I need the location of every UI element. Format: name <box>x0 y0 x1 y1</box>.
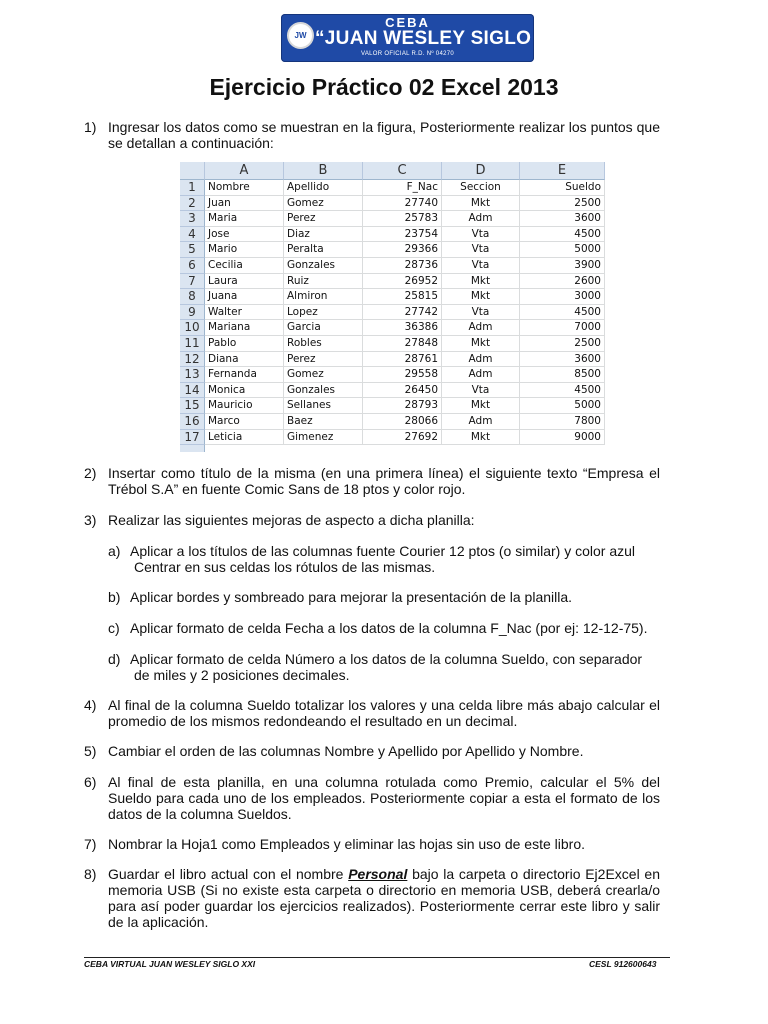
row-header: 7 <box>180 274 205 290</box>
table-cell: 9000 <box>520 430 605 446</box>
column-header: D <box>442 162 520 180</box>
row-header: 13 <box>180 367 205 383</box>
spreadsheet-image <box>180 162 608 452</box>
table-cell: Mario <box>205 242 284 258</box>
table-cell: Adm <box>442 352 520 368</box>
table-cell: 8500 <box>520 367 605 383</box>
list-item: 5) Cambiar el orden de las columnas Nombre y Apellido por Apellido y Nombre. <box>84 743 584 759</box>
table-cell: 2500 <box>520 336 605 352</box>
table-cell: 28736 <box>363 258 442 274</box>
table-cell: Mariana <box>205 320 284 336</box>
table-cell: 27740 <box>363 196 442 212</box>
footer-right: CESL 912600643 <box>589 959 657 969</box>
institution-logo <box>281 14 579 62</box>
table-cell: Vta <box>442 383 520 399</box>
list-item: 2) Insertar como título de la misma (en una primera línea) el siguiente texto “Empresa el Trébol S.A” en fuente Comic Sans de 18 ptos y color rojo. <box>84 465 660 497</box>
table-cell: Gonzales <box>284 258 363 274</box>
table-cell: 4500 <box>520 227 605 243</box>
table-cell: Monica <box>205 383 284 399</box>
table-cell: Robles <box>284 336 363 352</box>
table-cell: Adm <box>442 320 520 336</box>
row-header: 12 <box>180 352 205 368</box>
table-cell: Marco <box>205 414 284 430</box>
table-cell: Garcia <box>284 320 363 336</box>
table-cell: Jose <box>205 227 284 243</box>
table-cell: Vta <box>442 227 520 243</box>
table-cell: Vta <box>442 305 520 321</box>
table-cell: Diana <box>205 352 284 368</box>
table-cell: 5000 <box>520 398 605 414</box>
table-cell: Gonzales <box>284 383 363 399</box>
table-cell: 26952 <box>363 274 442 290</box>
row-header: 6 <box>180 258 205 274</box>
logo-ceba: CEBA <box>385 15 430 30</box>
table-header-cell: Seccion <box>442 180 520 196</box>
table-cell: Pablo <box>205 336 284 352</box>
row-header: 5 <box>180 242 205 258</box>
table-cell: 7000 <box>520 320 605 336</box>
list-item: 6) Al final de esta planilla, en una columna rotulada como Premio, calcular el 5% del Sueldo para cada uno de los empleados. Posteriormente copiar a esta el formato de los datos de la columna Sueldos. <box>84 774 660 822</box>
row-header-cut <box>180 445 205 452</box>
table-cell: 4500 <box>520 305 605 321</box>
table-cell: 26450 <box>363 383 442 399</box>
table-cell: Mkt <box>442 336 520 352</box>
footer-divider <box>84 957 670 958</box>
table-cell: Gomez <box>284 196 363 212</box>
table-cell: 27742 <box>363 305 442 321</box>
table-cell: Perez <box>284 211 363 227</box>
page-title: Ejercicio Práctico 02 Excel 2013 <box>209 74 559 100</box>
table-cell: 5000 <box>520 242 605 258</box>
table-cell: 29558 <box>363 367 442 383</box>
sub-item: d) Aplicar formato de celda Número a los datos de la columna Sueldo, con separador de miles y 2 posiciones decimales. <box>108 651 643 683</box>
table-cell: Baez <box>284 414 363 430</box>
table-cell: Mkt <box>442 274 520 290</box>
table-cell: Adm <box>442 414 520 430</box>
list-item: 4) Al final de la columna Sueldo totalizar los valores y una celda libre más abajo calcular el promedio de los mismos redondeando el resultado en un decimal. <box>84 697 660 729</box>
column-header: A <box>205 162 284 180</box>
list-item: 3) Realizar las siguientes mejoras de aspecto a dicha planilla: <box>84 512 475 528</box>
table-cell: Mkt <box>442 289 520 305</box>
row-header: 10 <box>180 320 205 336</box>
logo-name: “JUAN WESLEY SIGLO XXI” <box>315 28 579 49</box>
row-header: 14 <box>180 383 205 399</box>
table-cell: Cecilia <box>205 258 284 274</box>
row-header: 17 <box>180 430 205 446</box>
table-cell: 3900 <box>520 258 605 274</box>
sheet-corner <box>180 162 205 180</box>
table-cell: 25783 <box>363 211 442 227</box>
table-cell: Walter <box>205 305 284 321</box>
table-cell: Juan <box>205 196 284 212</box>
row-header: 2 <box>180 196 205 212</box>
table-header-cell: Sueldo <box>520 180 605 196</box>
row-header: 9 <box>180 305 205 321</box>
table-cell: Perez <box>284 352 363 368</box>
table-cell: 29366 <box>363 242 442 258</box>
row-header: 11 <box>180 336 205 352</box>
table-cell: Mauricio <box>205 398 284 414</box>
table-cell: 2500 <box>520 196 605 212</box>
table-header-cell: Nombre <box>205 180 284 196</box>
column-header: E <box>520 162 605 180</box>
table-cell: Maria <box>205 211 284 227</box>
table-cell: Mkt <box>442 430 520 446</box>
table-cell: 28761 <box>363 352 442 368</box>
table-cell: 36386 <box>363 320 442 336</box>
list-item: 1) Ingresar los datos como se muestran en la figura, Posteriormente realizar los puntos que se detallan a continuación: <box>84 119 660 151</box>
table-cell: Fernanda <box>205 367 284 383</box>
table-cell: Ruiz <box>284 274 363 290</box>
table-cell: Mkt <box>442 196 520 212</box>
column-header: C <box>363 162 442 180</box>
table-cell: 7800 <box>520 414 605 430</box>
sub-item: b) Aplicar bordes y sombreado para mejorar la presentación de la planilla. <box>108 589 573 605</box>
sub-item: c) Aplicar formato de celda Fecha a los datos de la columna F_Nac (por ej: 12-12-75). <box>108 620 648 636</box>
row-header: 1 <box>180 180 205 196</box>
table-cell: Vta <box>442 258 520 274</box>
row-header: 4 <box>180 227 205 243</box>
table-cell: 25815 <box>363 289 442 305</box>
row-header: 8 <box>180 289 205 305</box>
table-cell: 2600 <box>520 274 605 290</box>
table-cell: Adm <box>442 367 520 383</box>
seal-icon: JW <box>287 22 314 49</box>
table-cell: 3600 <box>520 211 605 227</box>
table-cell: Gomez <box>284 367 363 383</box>
table-cell: 28793 <box>363 398 442 414</box>
footer-left: CEBA VIRTUAL JUAN WESLEY SIGLO XXI <box>84 959 256 969</box>
table-cell: Juana <box>205 289 284 305</box>
row-header: 15 <box>180 398 205 414</box>
table-cell: Gimenez <box>284 430 363 446</box>
table-cell: 3000 <box>520 289 605 305</box>
table-cell: 28066 <box>363 414 442 430</box>
table-header-cell: Apellido <box>284 180 363 196</box>
row-header: 3 <box>180 211 205 227</box>
table-cell: 23754 <box>363 227 442 243</box>
list-item: 7) Nombrar la Hoja1 como Empleados y eliminar las hojas sin uso de este libro. <box>84 836 585 852</box>
table-cell: Leticia <box>205 430 284 446</box>
table-cell: Vta <box>442 242 520 258</box>
table-cell: 4500 <box>520 383 605 399</box>
list-item: 8) Guardar el libro actual con el nombre Personal bajo la carpeta o directorio Ej2Excel en memoria USB (Si no existe esta carpeta o directorio en memoria USB, deberá crearla/o para así poder guardar los ejercicios realizados). Posteriormente cerrar este libro y salir de la aplicación. <box>84 866 660 930</box>
table-cell: Adm <box>442 211 520 227</box>
table-cell: 27848 <box>363 336 442 352</box>
column-header: B <box>284 162 363 180</box>
table-cell: Mkt <box>442 398 520 414</box>
file-name-emphasis: Personal <box>348 866 408 882</box>
table-cell: Peralta <box>284 242 363 258</box>
table-cell: Lopez <box>284 305 363 321</box>
table-cell: Laura <box>205 274 284 290</box>
table-cell: 3600 <box>520 352 605 368</box>
table-cell: Sellanes <box>284 398 363 414</box>
sub-item: a) Aplicar a los títulos de las columnas fuente Courier 12 ptos (o similar) y color azul Centrar en sus celdas los rótulos de las mismas. <box>108 543 635 575</box>
logo-official: VALOR OFICIAL R.D. Nº 04270 <box>361 51 454 57</box>
table-header-cell: F_Nac <box>363 180 442 196</box>
table-cell: 27692 <box>363 430 442 446</box>
table-cell: Almiron <box>284 289 363 305</box>
table-cell: Diaz <box>284 227 363 243</box>
row-header: 16 <box>180 414 205 430</box>
